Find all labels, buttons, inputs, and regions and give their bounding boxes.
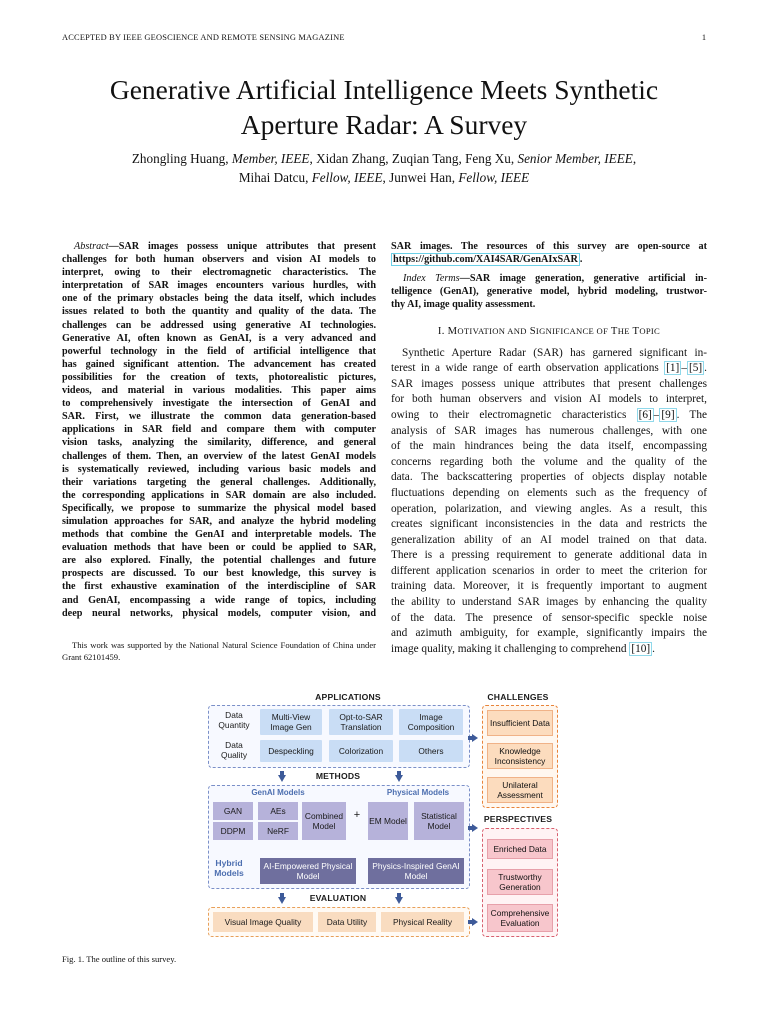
authors-line-1: [40, 149, 728, 168]
em-model-box: EM Model: [368, 802, 408, 840]
body-line: generalization ability of an AI model trained on that data.: [391, 533, 707, 546]
data-quantity-label: Data Quantity: [218, 710, 250, 730]
body-line: fluctuations depending on elements such as the frequency of: [391, 486, 707, 499]
author-name: Zhongling Huang,: [131, 151, 232, 166]
citation-link[interactable]: [9]: [661, 408, 675, 421]
body-line: of the data. The presence of sensor-specific speckle noise: [391, 611, 707, 624]
outline-figure: [208, 690, 560, 940]
section-cap: T: [632, 326, 640, 338]
abstract-line: methods that combine the GenAI and interpretable models. The: [62, 529, 376, 541]
abstract-line: has gained significant attention. The advancement has created: [62, 358, 376, 370]
index-terms: [391, 272, 707, 311]
body-line: There is a pressing requirement to generate additional data in: [391, 549, 707, 562]
github-link[interactable]: https://github.com/XAI4SAR/GenAIxSAR: [393, 254, 578, 266]
body-line: creates significant inconsistencies in the data and restricts the: [391, 518, 707, 531]
funding-footnote: This work was supported by the National Natural Science Foundation of China under Grant 62101459.: [62, 640, 376, 662]
physical-reality-box: Physical Reality: [381, 912, 464, 932]
right-arrow-icon: [472, 918, 478, 926]
index-terms-line: telligence (GenAI), generative model, hybrid modeling, trustwor-: [391, 286, 707, 298]
section-rest: OTIVATION AND: [457, 326, 527, 337]
down-arrow-icon: [395, 897, 403, 904]
multiview-box: Multi-View Image Gen: [260, 709, 322, 735]
abstract-line: interpretation of SAR images encounters various hurdles, with: [62, 280, 376, 292]
abstract-line: applications in SAR field and compare them with computer: [62, 424, 376, 436]
index-terms-line: Index Terms—SAR image generation, generative artificial in-: [403, 273, 707, 285]
body-line: for both human observers and vision AI models to interpret,: [391, 393, 707, 406]
abstract-line: the corresponding applications in SAR domain are also included.: [62, 489, 376, 501]
left-column: [62, 240, 376, 620]
index-terms-line: thy AI, image quality assessment.: [391, 299, 536, 311]
abstract-line: Abstract—SAR images possess unique attributes that present: [74, 241, 376, 252]
section-number: I.: [437, 326, 445, 338]
body-line: different application scenarios in order to meet the criterion for: [391, 564, 707, 577]
abstract-line: challenges for both human observers and vision AI models to: [62, 254, 376, 266]
citation-link[interactable]: [1]: [666, 362, 680, 375]
body-text-run: owing to their electromagnetic characteristics: [391, 408, 637, 421]
abstract-line: videos, and material in various modalities. This paper aims: [62, 385, 376, 397]
opt2sar-box: Opt-to-SAR Translation: [329, 709, 393, 735]
body-text-run: terest in a wide range of earth observation applications: [391, 362, 665, 375]
title-line-1: Generative Artificial Intelligence Meets Synthetic: [109, 74, 659, 105]
statistical-model-box: Statistical Model: [414, 802, 464, 840]
plus-sign: +: [353, 809, 361, 821]
data-quality-label: Data Quality: [220, 740, 248, 760]
abstract-cont-line: SAR images. The resources of this survey are open-source at: [391, 241, 707, 252]
section-cap: M: [447, 326, 458, 338]
title-line-2: Aperture Radar: A Survey: [240, 109, 528, 140]
ai-empowered-box: AI-Empowered Physical Model: [260, 858, 356, 884]
visual-quality-box: Visual Image Quality: [213, 912, 313, 932]
author-name: , Junwei Han,: [382, 170, 459, 185]
abstract-line: issues related to both the quantity and quality of the data. The: [62, 306, 376, 318]
hybrid-models-label: Hybrid Models: [214, 858, 244, 878]
abstract-line: deep neural networks, physical models, computer vision, and: [62, 607, 376, 619]
down-arrow-icon: [278, 897, 286, 904]
others-box: Others: [399, 740, 463, 762]
url-period: .: [579, 254, 583, 266]
comprehensive-evaluation-box: Comprehensive Evaluation: [487, 904, 553, 932]
physical-models-heading: Physical Models: [386, 788, 450, 797]
abstract-line: challenges can be addressed using generative AI technologies.: [62, 319, 376, 331]
author-membership: Fellow, IEEE: [311, 170, 383, 185]
abstract-line: SAR. First, we illustrate the common data generation-based: [62, 411, 376, 423]
evaluation-heading: EVALUATION: [309, 893, 367, 903]
abstract-line: interpret, owing to their electromagnetic characteristics. The: [62, 267, 376, 279]
despeckling-box: Despeckling: [260, 740, 322, 762]
abstract-line: is systematically reviewed, including various basic models and: [62, 463, 376, 475]
abstract-line: Specifically, we propose to summarize the physical model based: [62, 502, 376, 514]
body-line: data. The backscattering properties of objects display notable: [391, 471, 707, 484]
abstract-line: their variations targeting the general challenges. Additionally,: [62, 476, 376, 488]
colorization-box: Colorization: [329, 740, 393, 762]
trustworthy-generation-box: Trustworthy Generation: [487, 869, 553, 895]
challenges-heading: CHALLENGES: [487, 692, 549, 702]
index-terms-label: Index Terms: [403, 273, 460, 285]
body-line: Synthetic Aperture Radar (SAR) has garnered significant in-: [402, 346, 707, 359]
author-list: [40, 149, 728, 187]
section-rest: HE: [617, 326, 630, 337]
section-cap: S: [529, 326, 536, 338]
body-text-run: –: [681, 362, 687, 375]
abstract-line: vision tasks, analyzing the similarity, difference, and general: [62, 437, 376, 449]
body-text-run: . The: [676, 408, 707, 421]
body-line: analysis of SAR images has numerous challenges, with one: [391, 424, 707, 437]
enriched-data-box: Enriched Data: [487, 839, 553, 859]
author-membership: Member, IEEE: [231, 151, 310, 166]
genai-models-heading: GenAI Models: [251, 788, 305, 797]
abstract-line: and GenAI, encompassing a wide range of topics, including: [62, 594, 376, 606]
abstract-line: prospects are discussed. To our best knowledge, this survey is: [62, 568, 376, 580]
abstract-line: challenges of them. Then, an overview of the latest GenAI models: [62, 450, 376, 462]
right-arrow-icon: [472, 824, 478, 832]
body-line: of the main hindrances being the data itself, encompassing: [391, 440, 707, 453]
citation-link[interactable]: [6]: [638, 408, 652, 421]
abstract-line: Generative AI, often known as GenAI, is a very advanced and: [62, 332, 376, 344]
image-composition-box: Image Composition: [399, 709, 463, 735]
authors-line-2: [40, 168, 728, 187]
abstract-line: are also explored. Finally, the potential challenges and future: [62, 555, 376, 567]
body-text-run: image quality, making it challenging to comprehend: [391, 642, 630, 655]
section-heading: [391, 325, 707, 338]
nerf-box: NeRF: [258, 822, 298, 840]
abstract-line: the first exhaustive examination of the interdiscipline of SAR: [62, 581, 376, 593]
citation-link[interactable]: [5]: [688, 362, 703, 375]
running-head: ACCEPTED BY IEEE GEOSCIENCE AND REMOTE SENSING MAGAZINE: [62, 33, 345, 42]
abstract-line: to comprehensively investigate the intersection of GenAI and: [62, 398, 376, 410]
figure-caption: Fig. 1. The outline of this survey.: [62, 954, 177, 964]
body-line: [391, 408, 707, 424]
author-membership: Fellow, IEEE: [458, 170, 530, 185]
perspectives-heading: PERSPECTIVES: [483, 814, 553, 824]
down-arrow-icon: [395, 775, 403, 782]
abstract-line: simulation approaches for SAR, and analyze the hybrid modeling: [62, 515, 376, 527]
body-line: the ability to understand SAR images by enhancing the quality: [391, 596, 707, 609]
abstract-line: possibilities for the creation of texts, photorealistic pictures,: [62, 371, 376, 383]
knowledge-inconsistency-box: Knowledge Inconsistency: [487, 743, 553, 769]
unilateral-assessment-box: Unilateral Assessment: [487, 777, 553, 803]
abstract-line: evaluation methods that have been or could be applied to SAR,: [62, 542, 376, 554]
abstract-continuation: [391, 240, 707, 266]
citation-link[interactable]: [10]: [631, 642, 651, 655]
body-line: and azimuth ambiguity, for example, significantly impairs the: [391, 627, 707, 640]
body-line: [391, 642, 707, 658]
methods-heading: METHODS: [315, 771, 361, 781]
data-utility-box: Data Utility: [318, 912, 376, 932]
body-line: [391, 361, 707, 377]
down-arrow-icon: [278, 775, 286, 782]
section-rest: OPIC: [639, 326, 661, 337]
body-text-run: .: [704, 362, 707, 375]
section-cap: T: [610, 326, 618, 338]
section-body: [391, 346, 707, 658]
paper-title: [40, 72, 728, 142]
abstract-line: one of the primary obstacles being the data itself, which includes: [62, 293, 376, 305]
abstract-url-line: [391, 253, 707, 266]
ddpm-box: DDPM: [213, 822, 253, 840]
body-line: SAR images possess unique attributes that present challenges: [391, 377, 707, 390]
page-number: 1: [701, 33, 706, 42]
body-text-run: .: [652, 642, 655, 655]
right-column: [391, 240, 707, 657]
combined-model-box: Combined Model: [302, 802, 346, 840]
section-rest: IGNIFICANCE OF: [535, 326, 609, 337]
author-membership: Senior Member, IEEE: [517, 151, 633, 166]
author-name: ,: [632, 151, 637, 166]
body-text-run: –: [653, 408, 660, 421]
body-line: concerns regarding both the volume and the quality of the: [391, 455, 707, 468]
body-line: training data. Moreover, it is frequently important to augment: [391, 580, 707, 593]
abstract-label: Abstract: [74, 241, 109, 252]
insufficient-data-box: Insufficient Data: [487, 710, 553, 736]
right-arrow-icon: [472, 734, 478, 742]
gan-box: GAN: [213, 802, 253, 820]
author-name: Mihai Datcu,: [238, 170, 312, 185]
abstract: [62, 240, 376, 620]
abstract-line: powerful technology in the field of artificial intelligence that: [62, 345, 376, 357]
applications-heading: APPLICATIONS: [315, 692, 381, 702]
physics-inspired-box: Physics-Inspired GenAI Model: [368, 858, 464, 884]
aes-box: AEs: [258, 802, 298, 820]
author-name: , Xidan Zhang, Zuqian Tang, Feng Xu,: [309, 151, 518, 166]
body-line: operation, polarization, and viewing angles. As a result, this: [391, 502, 707, 515]
